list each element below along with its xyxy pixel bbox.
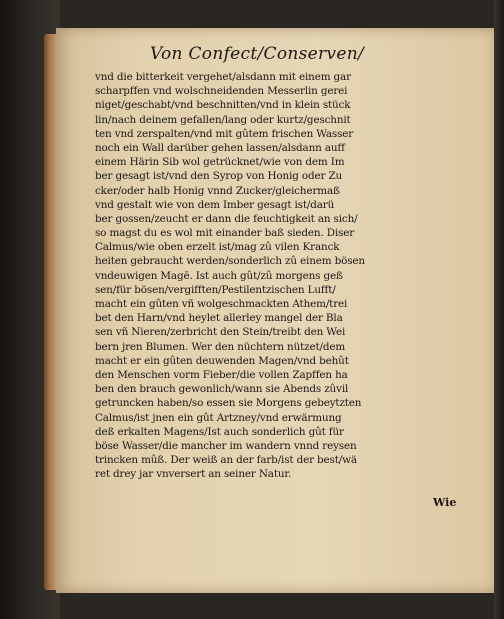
text-line: bet den Harn/vnd heylet allerley mangel der Bla (95, 312, 343, 325)
text-line: niget/geschabt/vnd beschnitten/vnd in klein stück (95, 99, 351, 112)
text-line: macht er ein gûten deuwenden Magen/vnd behût (95, 354, 349, 367)
running-head: Von Confect/Conserven/ (150, 44, 364, 64)
text-line: scharpffen vnd wolschneidenden Messerlin gerei (95, 85, 348, 98)
text-line: deß erkalten Magens/Ist auch sonderlich gût für (95, 425, 344, 438)
text-line: böse Wasser/die mancher im wandern vnnd reysen (95, 439, 357, 452)
text-line: cker/oder halb Honig vnnd Zucker/gleichermaß (95, 184, 340, 197)
text-line: ret drey jar vnversert an seiner Natur. (95, 468, 292, 481)
text-line: trincken mûß. Der weiß an der farb/ist der best/wä (95, 454, 357, 467)
text-line: vnd die bitterkeit vergehet/alsdann mit einem gar (95, 71, 351, 83)
text-line: sen vñ Nieren/zerbricht den Stein/treibt den Wei (95, 326, 346, 339)
text-line: lin/nach deinem gefallen/lang oder kurtz/geschnit (95, 113, 351, 126)
text-line: ber gossen/zeucht er dann die feuchtigkeit an sich/ (95, 212, 358, 225)
text-line: vndeuwigen Magē. Ist auch gût/zû morgens geß (95, 269, 343, 282)
catchword: Wie (433, 496, 457, 509)
text-line: noch ein Wall darüber gehen lassen/alsdann auff (95, 141, 345, 154)
text-line: so magst du es wol mit einander baß sieden. Diser (95, 227, 355, 240)
text-line: macht ein gûten vñ wolgeschmackten Athem/trei (95, 298, 348, 310)
text-line: ten vnd zerspalten/vnd mit gûtem frischen Wasser (95, 127, 354, 140)
text-line: Calmus/ist jnen ein gût Artzney/vnd erwärmung (95, 411, 342, 424)
text-line: einem Härin Sib wol getrücknet/wie von dem Im (95, 156, 345, 169)
text-line: Calmus/wie oben erzelt ist/mag zû vilen Kranck (95, 241, 340, 254)
text-line: sen/für bösen/vergifften/Pestilentzischen Lufft/ (95, 283, 336, 296)
text-line: getruncken haben/so essen sie Morgens gebeytzten (95, 397, 362, 410)
text-line: bern jren Blumen. Wer den nüchtern nützet/dem (95, 340, 346, 353)
right-gutter (494, 0, 504, 619)
text-line: vnd gestalt wie von dem Imber gesagt ist/darü (95, 198, 335, 211)
body-text (95, 70, 490, 481)
text-line: ben den brauch gewonlich/wann sie Abends zûvil (95, 383, 349, 396)
text-line: den Menschen vorm Fieber/die vollen Zapffen ha (95, 368, 348, 381)
text-line: heiten gebraucht werden/sonderlich zû einem bösen (95, 255, 365, 268)
text-line: ber gesagt ist/vnd den Syrop von Honig oder Zu (95, 170, 343, 183)
